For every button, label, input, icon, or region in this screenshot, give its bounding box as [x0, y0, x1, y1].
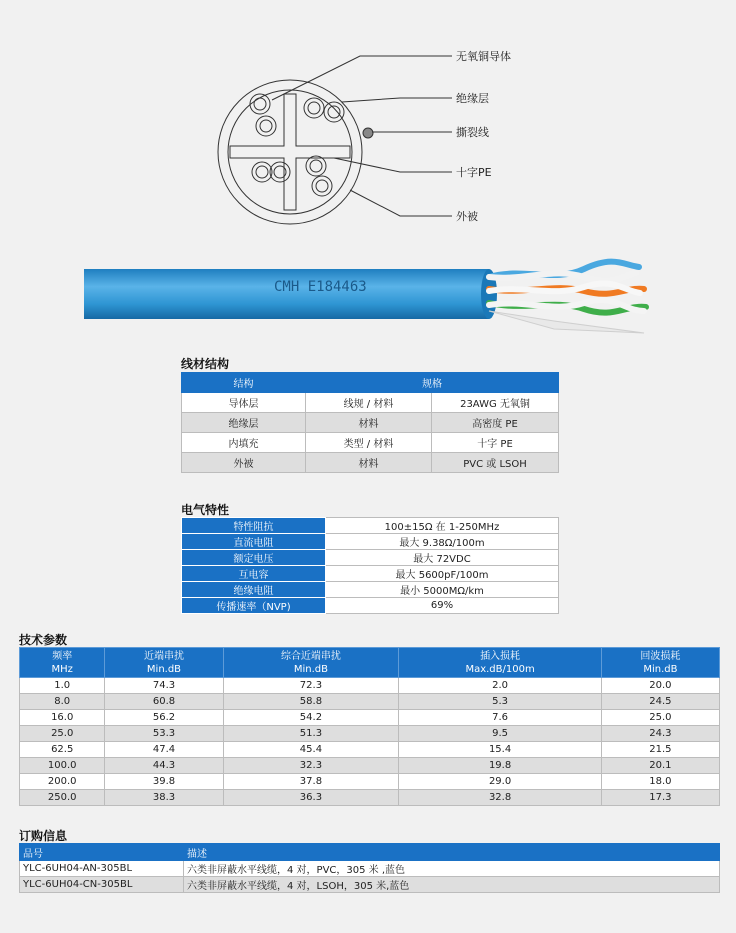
cell: 69%	[326, 598, 559, 614]
header-unit: Min.dB	[293, 663, 328, 675]
cell: 绝缘层	[182, 413, 306, 433]
cell: 53.3	[105, 726, 223, 742]
cell: 62.5	[20, 742, 105, 758]
table-row	[20, 710, 720, 726]
cell: 8.0	[20, 694, 105, 710]
tech-header-next	[105, 648, 223, 678]
cell: 5.3	[399, 694, 601, 710]
cell: 36.3	[223, 790, 399, 806]
cell: 传播速率（NVP)	[182, 598, 326, 614]
cell: 外被	[182, 453, 306, 473]
cell: 内填充	[182, 433, 306, 453]
cell: 60.8	[105, 694, 223, 710]
cell: 直流电阻	[182, 534, 326, 550]
header-unit: Max.dB/100m	[465, 663, 535, 675]
label-ripcord: 撕裂线	[456, 126, 489, 139]
table-row	[182, 393, 559, 413]
cell: 58.8	[223, 694, 399, 710]
cable-cross-section-diagram	[200, 40, 540, 250]
cell: 六类非屏蔽水平线缆，4 对，PVC，305 米 ,蓝色	[184, 861, 720, 877]
table-row	[20, 678, 720, 694]
cell: 材料	[306, 453, 432, 473]
technical-title: 技术参数	[19, 633, 68, 647]
cell: 39.8	[105, 774, 223, 790]
cell: YLC-6UH04-AN-305BL	[20, 861, 184, 877]
cell: 24.5	[601, 694, 719, 710]
tech-header-insertion-loss	[399, 648, 601, 678]
header-label: 综合近端串扰	[280, 650, 341, 662]
cell: 23AWG 无氧铜	[432, 393, 559, 413]
table-row	[20, 877, 720, 893]
header-unit: MHz	[51, 663, 73, 675]
cell: 100.0	[20, 758, 105, 774]
structure-header-spec: 规格	[306, 373, 559, 393]
cell: 51.3	[223, 726, 399, 742]
label-conductor: 无氧铜导体	[456, 50, 511, 63]
table-row	[182, 582, 559, 598]
cell: 高密度 PE	[432, 413, 559, 433]
cell: 16.0	[20, 710, 105, 726]
order-header-sku: 品号	[20, 844, 184, 861]
table-row	[182, 433, 559, 453]
structure-title: 线材结构	[181, 357, 230, 371]
electrical-table	[181, 517, 559, 614]
electrical-title: 电气特性	[181, 503, 230, 517]
jacket-print: CMH E184463	[274, 279, 367, 295]
cell: 25.0	[601, 710, 719, 726]
table-row	[20, 861, 720, 877]
table-row	[182, 566, 559, 582]
cell: 材料	[306, 413, 432, 433]
tech-header-return-loss	[601, 648, 719, 678]
label-insulation: 绝缘层	[456, 92, 489, 105]
cable-photo	[84, 255, 654, 355]
order-table	[19, 843, 720, 893]
cell: 29.0	[399, 774, 601, 790]
structure-header-structure: 结构	[182, 373, 306, 393]
header-label: 近端串扰	[143, 650, 184, 662]
table-row	[182, 413, 559, 433]
cell: 20.0	[601, 678, 719, 694]
cell: PVC 或 LSOH	[432, 453, 559, 473]
cell: 100±15Ω 在 1-250MHz	[326, 518, 559, 534]
table-row	[20, 694, 720, 710]
tech-header-psnext	[223, 648, 399, 678]
cell: 1.0	[20, 678, 105, 694]
structure-table	[181, 372, 559, 473]
order-title: 订购信息	[19, 829, 68, 843]
cell: 2.0	[399, 678, 601, 694]
cell: 56.2	[105, 710, 223, 726]
table-row	[20, 774, 720, 790]
table-row	[20, 758, 720, 774]
cell: 最大 72VDC	[326, 550, 559, 566]
cell: 绝缘电阻	[182, 582, 326, 598]
table-row	[182, 598, 559, 614]
header-label: 频率	[52, 650, 73, 662]
cell: 最大 5600pF/100m	[326, 566, 559, 582]
order-header-description: 描述	[184, 844, 720, 861]
cell: 类型 / 材料	[306, 433, 432, 453]
cell: 9.5	[399, 726, 601, 742]
cell: 72.3	[223, 678, 399, 694]
technical-table	[19, 647, 720, 806]
header-unit: Min.dB	[146, 663, 182, 675]
cell: 21.5	[601, 742, 719, 758]
cell: 互电容	[182, 566, 326, 582]
cell: 47.4	[105, 742, 223, 758]
cell: 最大 9.38Ω/100m	[326, 534, 559, 550]
table-row	[20, 742, 720, 758]
cell: 线规 / 材料	[306, 393, 432, 413]
cell: 32.3	[223, 758, 399, 774]
cell: 19.8	[399, 758, 601, 774]
cell: 导体层	[182, 393, 306, 413]
cell: 额定电压	[182, 550, 326, 566]
cell: 45.4	[223, 742, 399, 758]
header-label: 插入损耗	[480, 650, 521, 662]
cell: 74.3	[105, 678, 223, 694]
cell: 十字 PE	[432, 433, 559, 453]
cell: 200.0	[20, 774, 105, 790]
label-jacket: 外被	[456, 210, 478, 223]
cell: 25.0	[20, 726, 105, 742]
table-row	[182, 550, 559, 566]
cell: 37.8	[223, 774, 399, 790]
cell: 六类非屏蔽水平线缆，4 对，LSOH，305 米,蓝色	[184, 877, 720, 893]
cell: 38.3	[105, 790, 223, 806]
cell: 15.4	[399, 742, 601, 758]
cell: 54.2	[223, 710, 399, 726]
cell: YLC-6UH04-CN-305BL	[20, 877, 184, 893]
cell: 18.0	[601, 774, 719, 790]
table-row	[182, 534, 559, 550]
cell: 最小 5000MΩ/km	[326, 582, 559, 598]
cell: 特性阻抗	[182, 518, 326, 534]
cell: 24.3	[601, 726, 719, 742]
cell: 20.1	[601, 758, 719, 774]
table-row	[20, 726, 720, 742]
header-label: 回波损耗	[640, 650, 681, 662]
cell: 7.6	[399, 710, 601, 726]
cell: 44.3	[105, 758, 223, 774]
table-row	[182, 453, 559, 473]
tech-header-freq	[20, 648, 105, 678]
label-cross-filler: 十字PE	[456, 166, 492, 179]
table-row	[20, 790, 720, 806]
table-row	[182, 518, 559, 534]
header-unit: Min.dB	[643, 663, 678, 675]
cell: 17.3	[601, 790, 719, 806]
cell: 250.0	[20, 790, 105, 806]
cell: 32.8	[399, 790, 601, 806]
